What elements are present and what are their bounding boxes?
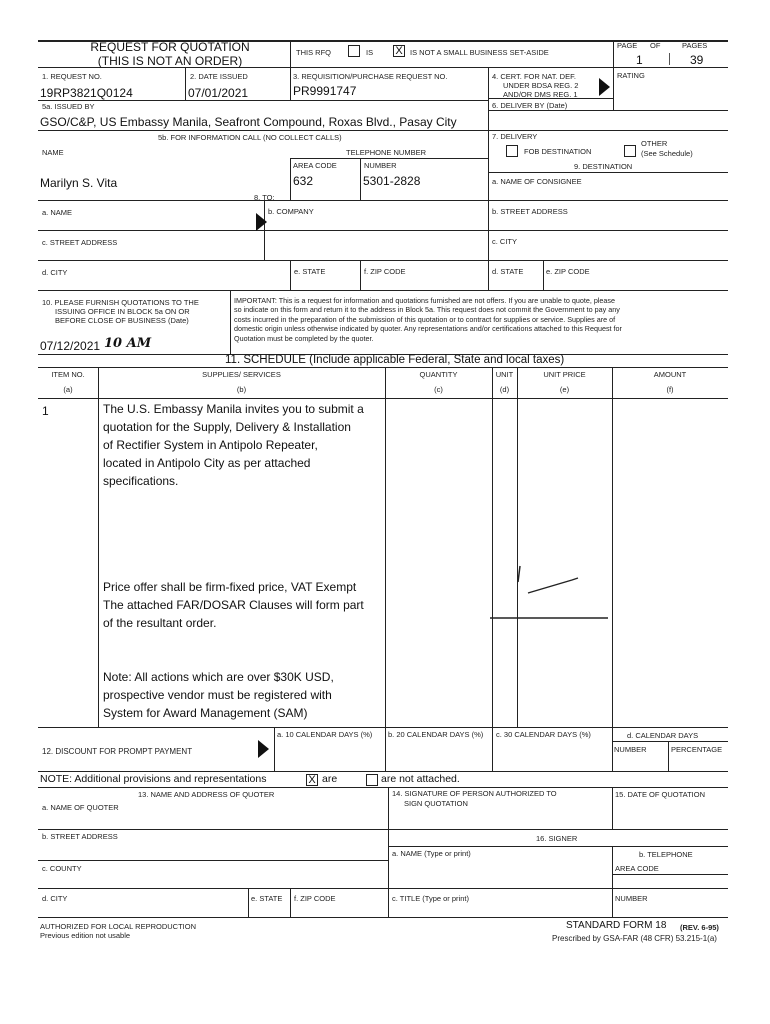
strike-mark-icon (440, 560, 610, 630)
consignee-label: a. NAME OF CONSIGNEE (492, 177, 582, 186)
to-company-label: b. COMPANY (268, 207, 314, 216)
issued-by-value[interactable]: GSO/C&P, US Embassy Manila, Seafront Compound, Roxas Blvd., Pasay City (40, 115, 457, 129)
desc-line: The U.S. Embassy Manila invites you to submit a (103, 402, 364, 416)
rule (38, 367, 728, 368)
form-revision: (REV. 6-95) (680, 923, 719, 932)
request-no-label: 1. REQUEST NO. (42, 72, 102, 81)
discount-arrow-icon (258, 740, 269, 758)
quotation-date-label: 15. DATE OF QUOTATION (615, 790, 706, 799)
to-label: 8. TO: (254, 193, 275, 202)
rule (38, 230, 728, 231)
important-line: Quotation must be completed by the quoter. (234, 333, 374, 343)
dest-state-label: d. STATE (492, 267, 524, 276)
quoter-city-label: d. CITY (42, 894, 68, 903)
cert-arrow-icon (599, 78, 610, 96)
important-line: IMPORTANT: This is a request for information and quotations furnished are not offers. If you are unable to quote, please (234, 296, 616, 305)
discount-10-label: a. 10 CALENDAR DAYS (%) (277, 730, 373, 739)
request-no-value[interactable]: 19RP3821Q0124 (40, 86, 133, 100)
item-description (103, 400, 364, 490)
rule (185, 67, 186, 100)
are-not-label: are not attached. (381, 773, 460, 785)
col-unit-price: UNIT PRICE (543, 370, 586, 379)
col-sub-d: (d) (499, 385, 510, 394)
dest-street-label: b. STREET ADDRESS (492, 207, 568, 216)
to-zip-label: f. ZIP CODE (364, 267, 406, 276)
price-terms (103, 578, 364, 632)
rule (488, 110, 728, 111)
handwritten-time: 10 AM (104, 336, 152, 351)
rule (612, 741, 728, 742)
area-code-label: AREA CODE (293, 161, 337, 170)
block10-line3: BEFORE CLOSE OF BUSINESS (Date) (55, 316, 189, 325)
rule (38, 771, 728, 772)
cert-label-3: AND/OR DMS REG. 1 (503, 90, 578, 99)
form-subtitle: (THIS IS NOT AN ORDER) (97, 54, 243, 68)
important-notice (234, 296, 622, 343)
rule (38, 829, 388, 830)
desc-line: located in Antipolo City as per attached (103, 456, 311, 470)
see-schedule-label: (See Schedule) (641, 149, 693, 158)
desc-line: of Rectifier System in Antipolo Repeater, (103, 438, 318, 452)
rule (669, 53, 670, 65)
requisition-label: 3. REQUISITION/PURCHASE REQUEST NO. (293, 72, 448, 81)
rule (274, 727, 275, 771)
rule (98, 367, 99, 727)
of-label: OF (650, 41, 661, 50)
date-issued-value[interactable]: 07/01/2021 (188, 86, 249, 100)
desc-line: prospective vendor must be registered with (103, 688, 332, 702)
rule (290, 158, 291, 200)
number-label: NUMBER (364, 161, 397, 170)
item-number: 1 (42, 404, 49, 418)
rule (230, 290, 231, 354)
rule (612, 874, 728, 875)
rule (613, 67, 728, 68)
rule (248, 888, 249, 917)
is-small-business-checkbox[interactable] (348, 45, 360, 57)
col-sub-f: (f) (666, 385, 674, 394)
form-number: STANDARD FORM 18 (566, 920, 667, 931)
issued-by-label: 5a. ISSUED BY (42, 102, 95, 111)
quoter-block-label: 13. NAME AND ADDRESS OF QUOTER (138, 790, 275, 799)
col-supplies: SUPPLIES/ SERVICES (202, 370, 281, 379)
desc-line: System for Award Management (SAM) (103, 706, 308, 720)
date-issued-label: 2. DATE ISSUED (190, 72, 248, 81)
to-name-label: a. NAME (42, 208, 73, 217)
rule (612, 787, 613, 829)
to-city-label: d. CITY (42, 268, 68, 277)
cert-label-2: UNDER BDSA REG. 2 (503, 81, 579, 90)
footer-reproduction: AUTHORIZED FOR LOCAL REPRODUCTION (40, 922, 196, 931)
rule (488, 130, 489, 290)
rule (385, 367, 386, 727)
to-state-label: e. STATE (294, 267, 326, 276)
requisition-value[interactable]: PR9991747 (293, 84, 357, 98)
form-title: REQUEST FOR QUOTATION (90, 40, 250, 54)
are-not-attached-checkbox[interactable] (366, 774, 378, 786)
deliver-by-label: 6. DELIVER BY (Date) (492, 101, 568, 110)
rule (488, 67, 489, 130)
contact-name-label: NAME (42, 148, 64, 157)
rule (38, 398, 728, 399)
note-text: NOTE: Additional provisions and representations (40, 773, 267, 785)
rule (360, 158, 361, 200)
contact-name-value[interactable]: Marilyn S. Vita (40, 176, 118, 190)
signer-telephone-label: b. TELEPHONE (639, 850, 693, 859)
quoter-zip-label: f. ZIP CODE (294, 894, 336, 903)
signature-label-2: SIGN QUOTATION (404, 799, 468, 808)
quoter-state-label: e. STATE (251, 894, 283, 903)
rule (388, 787, 389, 917)
discount-percentage-label: PERCENTAGE (671, 745, 723, 754)
rule (38, 917, 728, 918)
this-rfq-label: THIS RFQ (296, 48, 331, 57)
rule (38, 727, 728, 728)
signature-label-1: 14. SIGNATURE OF PERSON AUTHORIZED TO (392, 789, 557, 798)
other-checkbox[interactable] (624, 145, 636, 157)
rule (612, 846, 613, 917)
important-line: so indicate on this form and return it to the address in Block 5a. This request does not commit the Government to pay any (234, 305, 620, 315)
rule (38, 787, 728, 788)
desc-line: Price offer shall be firm-fixed price, VAT Exempt (103, 580, 357, 594)
rule (517, 367, 518, 727)
rule (290, 888, 291, 917)
important-line: costs incurred in the preparation of the submission of this quotation or to contract for supplies or service. Supplies are of (234, 314, 616, 324)
quoter-name-label: a. NAME OF QUOTER (42, 803, 119, 812)
desc-line: specifications. (103, 474, 179, 488)
to-street-label: c. STREET ADDRESS (42, 238, 118, 247)
rule (388, 829, 728, 830)
is-not-label: IS NOT A SMALL BUSINESS SET-ASIDE (410, 48, 549, 57)
rule (290, 41, 291, 101)
col-sub-c: (c) (434, 385, 443, 394)
phone-number-value[interactable]: 5301-2828 (363, 174, 421, 188)
discount-20-label: b. 20 CALENDAR DAYS (%) (388, 730, 484, 739)
rule (360, 260, 361, 290)
rule (668, 741, 669, 771)
important-line: domestic origin unless otherwise indicated by quoter. Any representations and/or certifications attached to this Request for (234, 324, 622, 334)
dest-city-label: c. CITY (492, 237, 518, 246)
rule (388, 846, 728, 847)
rule (38, 888, 728, 889)
signer-area-code-label: AREA CODE (615, 864, 659, 873)
rule (290, 158, 488, 159)
col-amount: AMOUNT (653, 370, 687, 379)
form-prescribed-by: Prescribed by GSA-FAR (48 CFR) 53.215-1(a) (552, 934, 717, 943)
col-sub-e: (e) (559, 385, 570, 394)
rule (613, 41, 614, 110)
fob-destination-checkbox[interactable] (506, 145, 518, 157)
calendar-days-label: d. CALENDAR DAYS (627, 731, 699, 740)
rule (492, 727, 493, 771)
block10-line1: 10. PLEASE FURNISH QUOTATIONS TO THE (42, 298, 199, 307)
rule (612, 367, 613, 771)
to-arrow-icon (256, 213, 267, 231)
is-label: IS (366, 48, 374, 57)
info-call-label: 5b. FOR INFORMATION CALL (NO COLLECT CALLS) (158, 133, 342, 142)
rule (290, 260, 291, 290)
col-unit: UNIT (495, 370, 514, 379)
pages-label: PAGES (682, 41, 708, 50)
block10-line2: ISSUING OFFICE IN BLOCK 5a ON OR (55, 307, 190, 316)
desc-line: of the resultant order. (103, 616, 217, 630)
desc-line: Note: All actions which are over $30K USD, (103, 670, 334, 684)
rule (38, 100, 488, 101)
telephone-label: TELEPHONE NUMBER (346, 148, 427, 157)
total-pages: 39 (690, 53, 704, 67)
rule (38, 290, 728, 291)
col-item-no: ITEM NO. (51, 370, 85, 379)
rule (488, 172, 728, 173)
signer-title-label: c. TITLE (Type or print) (392, 894, 469, 903)
desc-line: quotation for the Supply, Delivery & Installation (103, 420, 351, 434)
page-label: PAGE (617, 41, 638, 50)
area-code-value[interactable]: 632 (293, 174, 314, 188)
page-number: 1 (636, 53, 643, 67)
due-date-value[interactable]: 07/12/2021 (40, 339, 101, 353)
rule (38, 130, 728, 131)
are-attached-checkbox[interactable]: X (306, 774, 318, 786)
dest-zip-label: e. ZIP CODE (546, 267, 590, 276)
fob-destination-label: FOB DESTINATION (524, 147, 592, 156)
discount-number-label: NUMBER (614, 745, 647, 754)
delivery-label: 7. DELIVERY (492, 132, 538, 141)
footer-previous-edition: Previous edition not usable (40, 931, 131, 940)
rule (38, 260, 728, 261)
signer-number-label: NUMBER (615, 894, 648, 903)
rule (385, 727, 386, 771)
cert-label-1: 4. CERT. FOR NAT. DEF. (492, 72, 576, 81)
other-label: OTHER (641, 139, 668, 148)
rating-label: RATING (617, 71, 645, 80)
discount-30-label: c. 30 CALENDAR DAYS (%) (496, 730, 591, 739)
is-not-small-business-checkbox[interactable]: X (393, 45, 405, 57)
prompt-payment-label: 12. DISCOUNT FOR PROMPT PAYMENT (42, 747, 193, 756)
rule (543, 260, 544, 290)
quoter-county-label: c. COUNTY (42, 864, 82, 873)
signer-label: 16. SIGNER (536, 834, 578, 843)
col-sub-b: (b) (236, 385, 247, 394)
col-sub-a: (a) (63, 385, 73, 394)
sam-note (103, 668, 334, 722)
signer-name-label: a. NAME (Type or print) (392, 849, 471, 858)
destination-label: 9. DESTINATION (574, 162, 633, 171)
desc-line: The attached FAR/DOSAR Clauses will form part (103, 598, 364, 612)
schedule-title: 11. SCHEDULE (Include applicable Federal, State and local taxes) (225, 354, 565, 366)
rule (38, 200, 728, 201)
rule (492, 367, 493, 727)
are-label: are (322, 773, 338, 785)
col-quantity: QUANTITY (419, 370, 458, 379)
quoter-street-label: b. STREET ADDRESS (42, 832, 118, 841)
rule (38, 860, 388, 861)
